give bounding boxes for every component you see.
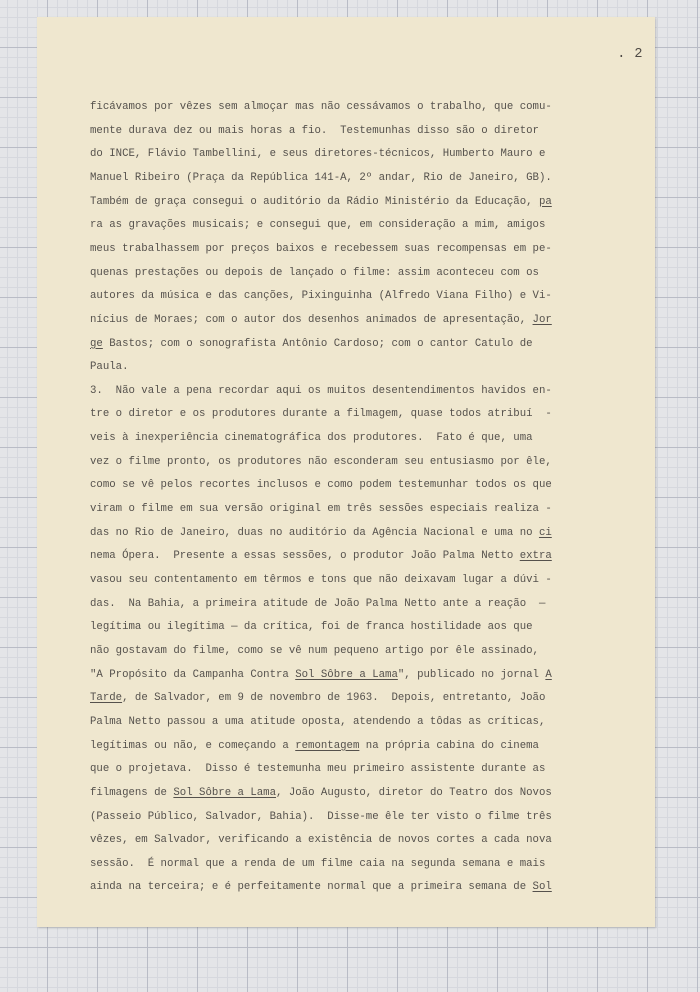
text-segment: tre o diretor e os produtores durante a filmagem, quase todos atribuí - bbox=[90, 408, 552, 421]
text-segment: vêzes, em Salvador, verificando a existência de novos cortes a cada nova bbox=[90, 834, 552, 847]
underlined-title: ge bbox=[90, 337, 103, 350]
text-line bbox=[90, 168, 552, 188]
text-segment: nícius de Moraes; com o autor dos desenhos animados de apresentação, bbox=[90, 313, 533, 326]
text-line bbox=[90, 381, 552, 401]
text-segment: ainda na terceira; e é perfeitamente normal que a primeira semana de bbox=[90, 881, 533, 894]
text-segment: autores da música e das canções, Pixinguinha (Alfredo Viana Filho) e Vi- bbox=[90, 290, 552, 303]
text-line bbox=[90, 215, 545, 235]
underlined-title: Jor bbox=[532, 313, 552, 326]
text-segment: quenas prestações ou depois de lançado o filme: assim aconteceu com os bbox=[90, 266, 539, 279]
text-segment: que o projetava. Disso é testemunha meu primeiro assistente durante as bbox=[90, 763, 546, 776]
underlined-title: Sol Sôbre a Lama bbox=[173, 786, 277, 799]
text-line bbox=[90, 807, 552, 827]
underlined-title: Sol Sôbre a Lama bbox=[295, 668, 398, 681]
text-line bbox=[90, 144, 545, 164]
text-line bbox=[90, 523, 552, 543]
text-line bbox=[90, 97, 552, 117]
text-segment: veis à inexperiência cinematográfica dos produtores. Fato é que, uma bbox=[90, 432, 533, 445]
text-line bbox=[90, 121, 539, 141]
text-line bbox=[90, 263, 539, 283]
text-segment: Palma Netto passou a uma atitude oposta, atendendo a tôdas as críticas, bbox=[90, 715, 546, 728]
text-segment: ", publicado no jornal bbox=[397, 668, 546, 681]
text-line bbox=[90, 334, 533, 354]
text-line bbox=[90, 310, 552, 330]
text-line bbox=[90, 783, 552, 803]
underlined-title: pa bbox=[538, 195, 552, 208]
text-line bbox=[90, 688, 545, 708]
text-segment: viram o filme em sua versão original em três sessões especiais realiza - bbox=[90, 503, 552, 516]
text-line bbox=[90, 641, 539, 661]
text-line bbox=[90, 404, 552, 424]
text-line bbox=[90, 239, 552, 259]
text-segment: Manuel Ribeiro (Praça da República 141-A, 2º andar, Rio de Janeiro, GB). bbox=[90, 171, 552, 184]
underlined-title: Tarde bbox=[90, 692, 123, 705]
text-segment: na própria cabina do cinema bbox=[359, 739, 539, 752]
text-line bbox=[90, 617, 533, 637]
text-segment: ficávamos por vêzes sem almoçar mas não cessávamos o trabalho, que comu- bbox=[90, 101, 552, 113]
text-segment: 3. Não vale a pena recordar aqui os muitos desentendimentos havidos en- bbox=[90, 384, 552, 397]
text-segment: meus trabalhassem por preços baixos e recebessem suas recompensas em pe- bbox=[90, 242, 552, 255]
text-line bbox=[90, 428, 533, 448]
underlined-title: ci bbox=[538, 526, 552, 539]
text-line bbox=[90, 736, 539, 756]
text-line bbox=[90, 665, 552, 685]
text-line bbox=[90, 192, 552, 212]
text-segment: , de Salvador, em 9 de novembro de 1963. Depois, entretanto, João bbox=[122, 692, 546, 705]
text-segment: legítimas ou não, e começando a bbox=[90, 739, 296, 752]
text-line bbox=[90, 286, 552, 306]
text-segment: não gostavam do filme, como se vê num pequeno artigo por êle assinado, bbox=[90, 644, 539, 657]
text-segment: filmagens de bbox=[90, 786, 174, 799]
underlined-title: remontagem bbox=[295, 739, 360, 752]
page-number: . 2 bbox=[617, 47, 643, 62]
text-segment: vez o filme pronto, os produtores não esconderam seu entusiasmo por êle, bbox=[90, 455, 552, 468]
text-line bbox=[90, 854, 545, 874]
text-line bbox=[90, 877, 552, 897]
text-line bbox=[90, 712, 545, 732]
text-segment: Também de graça consegui o auditório da Rádio Ministério da Educação, bbox=[90, 195, 539, 208]
text-line bbox=[90, 452, 552, 472]
text-line bbox=[90, 475, 552, 495]
text-segment: vasou seu contentamento em têrmos e tons que não deixavam lugar a dúvi - bbox=[90, 574, 552, 586]
underlined-title: A bbox=[545, 668, 552, 681]
text-line bbox=[90, 499, 552, 519]
text-line bbox=[90, 594, 545, 614]
text-segment: ra as gravações musicais; e consegui que, em consideração a mim, amigos bbox=[90, 219, 546, 232]
text-line bbox=[90, 546, 552, 566]
text-segment: Bastos; com o sonografista Antônio Cardoso; com o cantor Catulo de bbox=[102, 337, 533, 350]
text-line bbox=[90, 570, 552, 590]
text-segment: (Passeio Público, Salvador, Bahia). Disse-me êle ter visto o filme três bbox=[90, 810, 552, 823]
text-line bbox=[90, 357, 128, 377]
text-segment: nema Ópera. Presente a essas sessões, o produtor João Palma Netto bbox=[90, 550, 520, 563]
text-segment: mente durava dez ou mais horas a fio. Testemunhas disso são o diretor bbox=[90, 124, 539, 137]
text-segment: , João Augusto, diretor do Teatro dos Novos bbox=[276, 786, 552, 799]
text-line bbox=[90, 759, 545, 779]
text-segment: sessão. É normal que a renda de um filme caia na segunda semana e mais bbox=[90, 857, 546, 870]
underlined-title: Sol bbox=[532, 881, 552, 894]
underlined-title: extra bbox=[519, 550, 552, 563]
text-segment: "A Propósito da Campanha Contra bbox=[90, 668, 296, 681]
text-segment: das. Na Bahia, a primeira atitude de João Palma Netto ante a reação — bbox=[90, 597, 546, 610]
text-segment: Paula. bbox=[90, 361, 129, 374]
text-segment: das no Rio de Janeiro, duas no auditório da Agência Nacional e uma no bbox=[90, 526, 539, 539]
text-segment: do INCE, Flávio Tambellini, e seus diretores-técnicos, Humberto Mauro e bbox=[90, 148, 546, 161]
text-segment: como se vê pelos recortes inclusos e como podem testemunhar todos os que bbox=[90, 479, 552, 492]
typewritten-page bbox=[37, 17, 655, 927]
text-segment: legítima ou ilegítima — da crítica, foi de franca hostilidade aos que bbox=[90, 621, 533, 634]
text-line bbox=[90, 830, 552, 850]
